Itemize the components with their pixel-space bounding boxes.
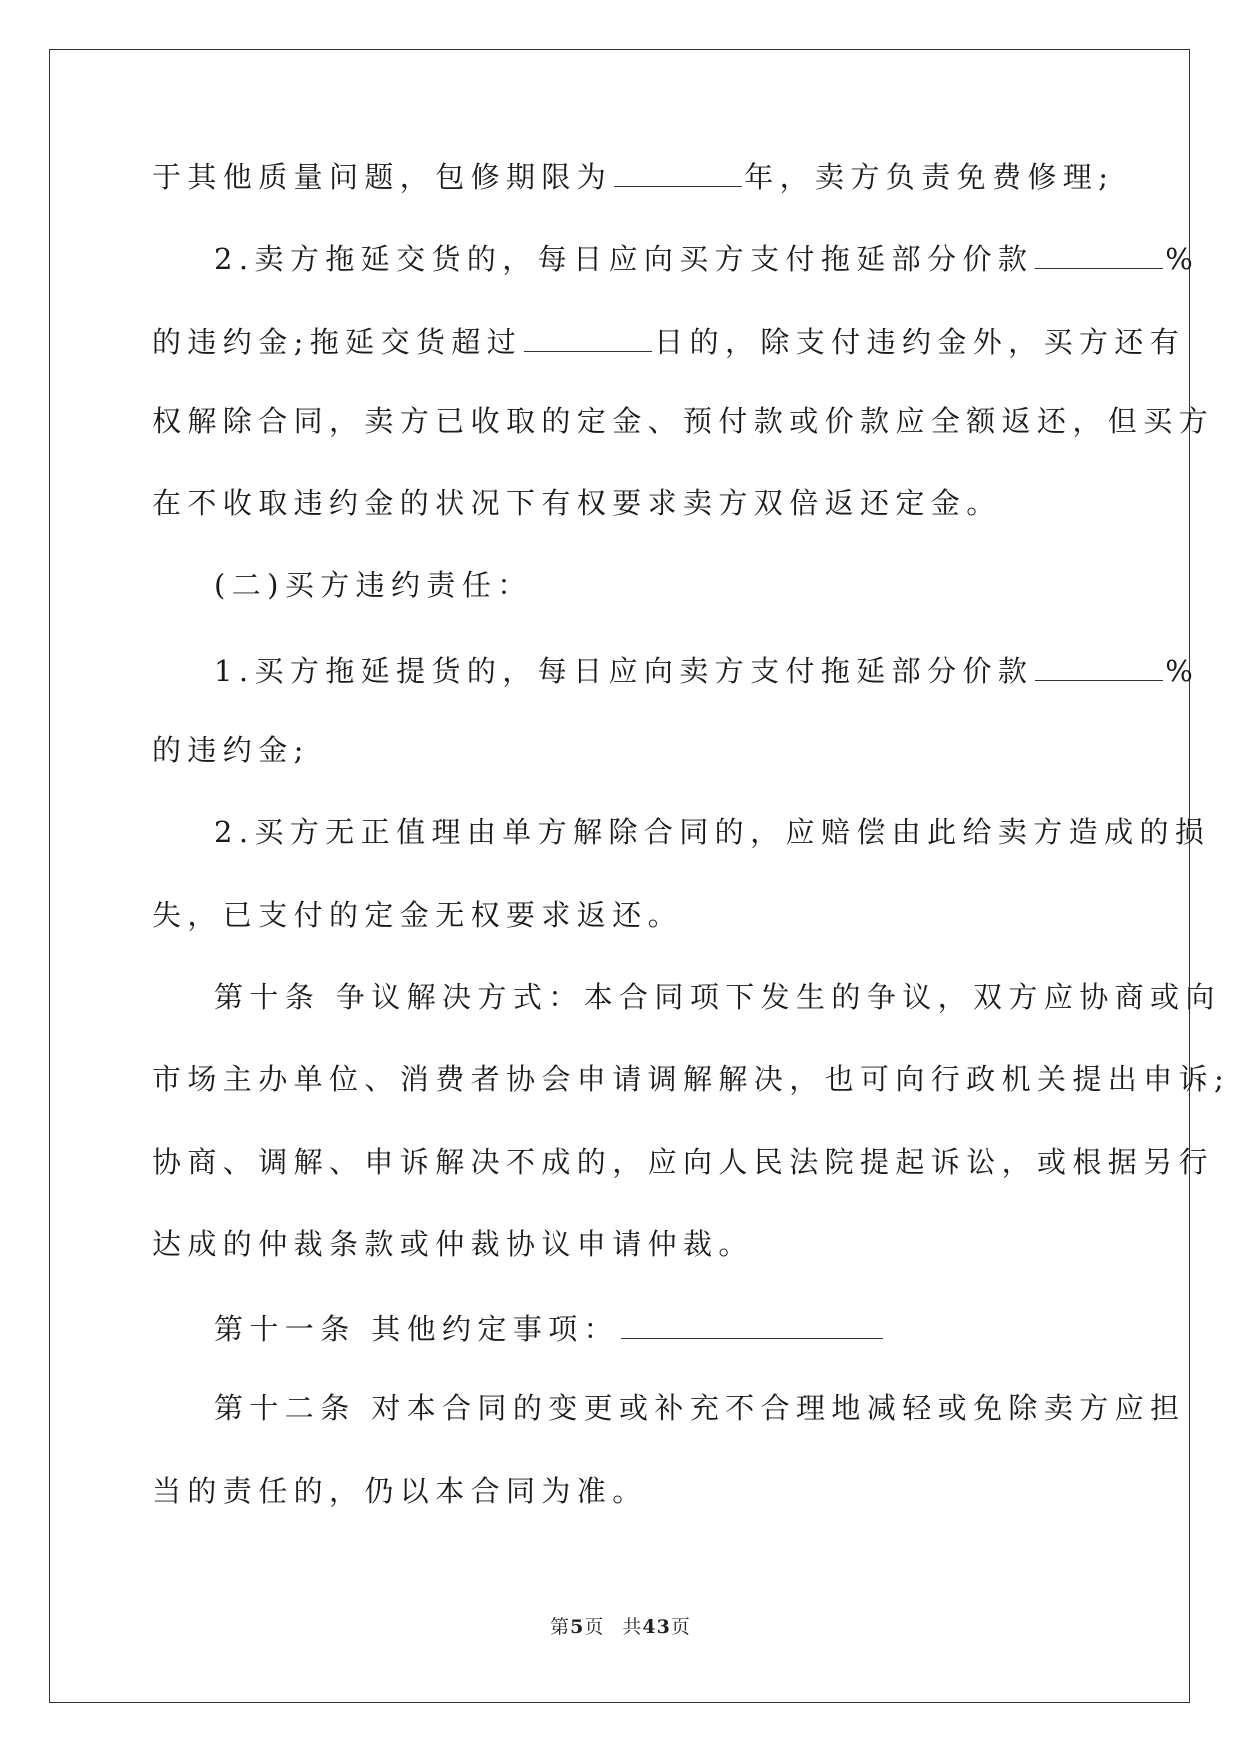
text-line: 于其他质量问题，包修期限为 年，卖方负责免费修理; bbox=[152, 160, 1115, 194]
blank-field bbox=[621, 1312, 883, 1339]
text-line: 1.买方拖延提货的，每日应向卖方支付拖延部分价款 % bbox=[214, 653, 1200, 688]
blank-field bbox=[1035, 654, 1163, 681]
total-pages: 43 bbox=[642, 1616, 671, 1638]
clause-twelve: 第十二条 对本合同的变更或补充不合理地减轻或免除卖方应担 bbox=[214, 1391, 1186, 1426]
page-number: 5 bbox=[570, 1616, 585, 1638]
text-line: 2.卖方拖延交货的，每日应向买方支付拖延部分价款 % bbox=[214, 242, 1200, 277]
text-line: 当的责任的，仍以本合同为准。 bbox=[152, 1473, 648, 1508]
document-body bbox=[152, 160, 1231, 1559]
blank-field bbox=[614, 160, 742, 187]
section-heading: (二)买方违约责任： bbox=[214, 568, 533, 603]
text-line: 权解除合同，卖方已收取的定金、预付款或价款应全额返还，但买方 bbox=[152, 403, 1215, 438]
text-line: 达成的仲裁条款或仲裁协议申请仲裁。 bbox=[152, 1226, 754, 1261]
page-footer bbox=[0, 1612, 1241, 1639]
blank-field bbox=[1035, 242, 1163, 269]
page-prefix: 第 bbox=[550, 1616, 571, 1638]
total-suffix: 页 bbox=[670, 1616, 691, 1638]
text-line: 2.买方无正值理由单方解除合同的，应赔偿由此给卖方造成的损 bbox=[214, 815, 1211, 850]
text-line: 的违约金;拖延交货超过 日的，除支付违约金外，买方还有 bbox=[152, 324, 1186, 359]
clause-ten: 第十条 争议解决方式：本合同项下发生的争议，双方应协商或向 bbox=[214, 979, 1221, 1014]
page-suffix: 页 bbox=[584, 1616, 605, 1638]
text-line: 失，已支付的定金无权要求返还。 bbox=[152, 897, 684, 932]
total-prefix: 共 bbox=[622, 1616, 643, 1638]
text-line: 市场主办单位、消费者协会申请调解解决，也可向行政机关提出申诉; bbox=[152, 1062, 1231, 1097]
text-line: 的违约金; bbox=[152, 733, 310, 768]
text-line: 协商、调解、申诉解决不成的，应向人民法院提起诉讼，或根据另行 bbox=[152, 1144, 1215, 1179]
clause-eleven: 第十一条 其他约定事项： bbox=[152, 1312, 1092, 1394]
text-line: 在不收取违约金的状况下有权要求卖方双倍返还定金。 bbox=[152, 486, 1002, 521]
blank-field bbox=[524, 325, 652, 352]
